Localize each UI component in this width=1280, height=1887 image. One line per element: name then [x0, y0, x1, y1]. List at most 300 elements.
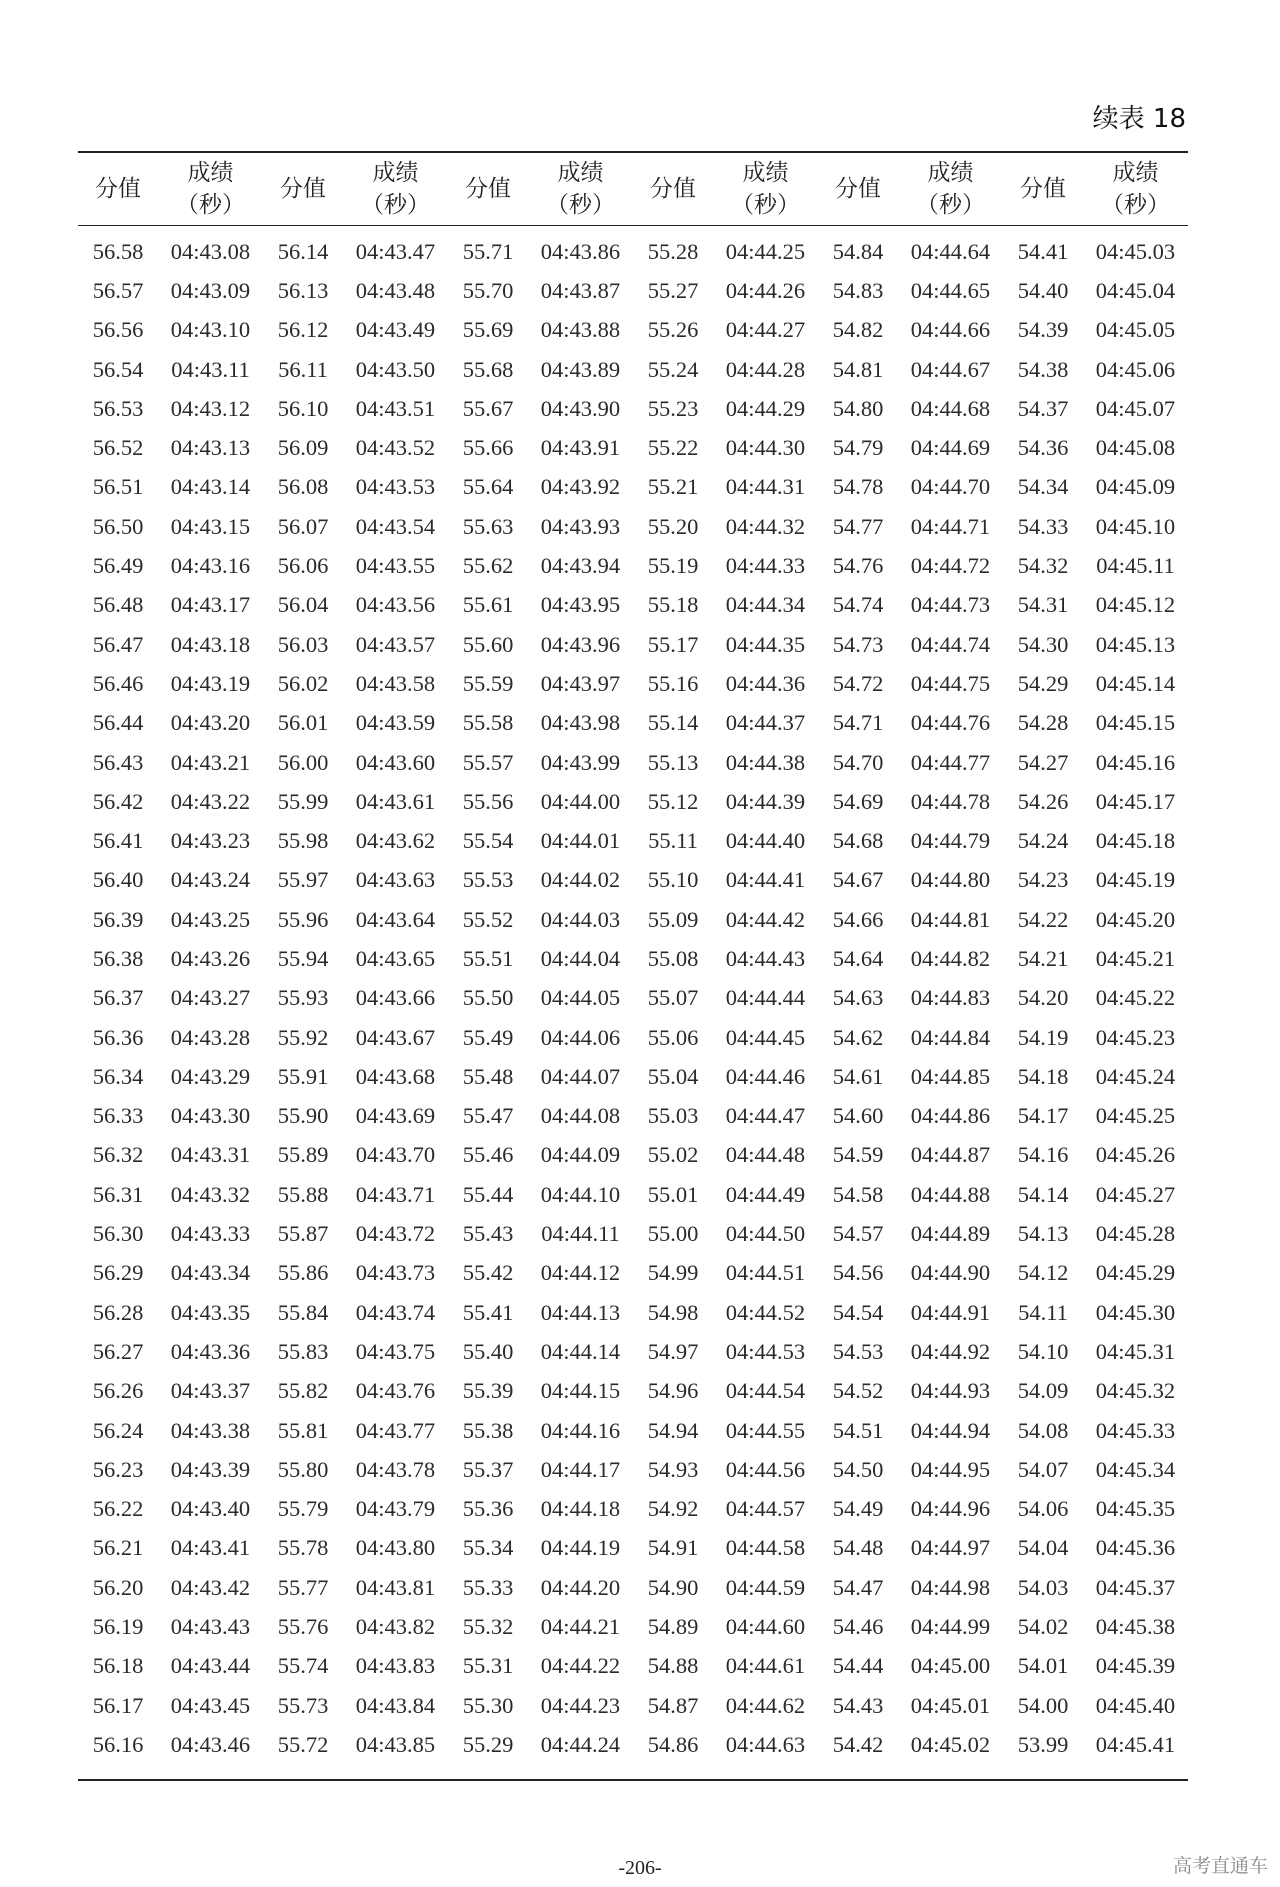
time-cell: 04:44.88	[910, 1181, 991, 1207]
time-cell: 04:43.25	[170, 906, 251, 932]
table-row	[78, 782, 1188, 821]
time-cell: 04:44.73	[910, 592, 991, 618]
score-cell: 54.98	[647, 1299, 699, 1325]
table-row	[78, 1529, 1188, 1568]
time-cell: 04:43.77	[355, 1417, 436, 1443]
score-cell: 54.97	[647, 1338, 699, 1364]
score-cell: 55.24	[647, 356, 699, 382]
time-cell: 04:44.39	[725, 788, 806, 814]
score-cell: 55.27	[647, 277, 699, 303]
time-cell: 04:43.14	[170, 474, 251, 500]
score-cell: 55.00	[647, 1221, 699, 1247]
time-cell: 04:44.99	[910, 1614, 991, 1640]
time-cell: 04:43.51	[355, 395, 436, 421]
time-cell: 04:43.08	[170, 238, 251, 264]
time-cell: 04:44.23	[540, 1692, 621, 1718]
time-cell: 04:44.22	[540, 1653, 621, 1679]
time-cell: 04:43.65	[355, 945, 436, 971]
score-cell: 55.66	[462, 435, 514, 461]
time-cell: 04:43.50	[355, 356, 436, 382]
score-cell: 54.06	[1017, 1496, 1069, 1522]
header-score	[263, 152, 343, 226]
time-cell: 04:43.96	[540, 631, 621, 657]
table-row	[78, 821, 1188, 860]
score-cell: 55.99	[277, 788, 329, 814]
time-cell: 04:45.20	[1095, 906, 1176, 932]
time-cell: 04:43.99	[540, 749, 621, 775]
table-caption: 续表 18	[1092, 104, 1186, 134]
score-cell: 55.83	[277, 1338, 329, 1364]
score-cell: 54.83	[832, 277, 884, 303]
score-cell: 55.60	[462, 631, 514, 657]
time-cell: 04:43.83	[355, 1653, 436, 1679]
time-cell: 04:43.23	[170, 828, 251, 854]
time-cell: 04:44.67	[910, 356, 991, 382]
score-cell: 54.10	[1017, 1338, 1069, 1364]
table-row	[78, 311, 1188, 350]
score-cell: 54.08	[1017, 1417, 1069, 1443]
header-score	[78, 152, 158, 226]
time-cell: 04:43.19	[170, 670, 251, 696]
score-cell: 54.56	[832, 1260, 884, 1286]
score-cell: 55.34	[462, 1535, 514, 1561]
score-cell: 55.63	[462, 513, 514, 539]
score-cell: 55.02	[647, 1142, 699, 1168]
score-cell: 54.28	[1017, 710, 1069, 736]
time-cell: 04:45.41	[1095, 1731, 1176, 1757]
time-cell: 04:43.43	[170, 1614, 251, 1640]
time-cell: 04:43.52	[355, 435, 436, 461]
time-cell: 04:43.38	[170, 1417, 251, 1443]
table-row	[78, 507, 1188, 546]
time-cell: 04:43.27	[170, 985, 251, 1011]
time-cell: 04:43.49	[355, 317, 436, 343]
score-cell: 55.74	[277, 1653, 329, 1679]
time-cell: 04:43.40	[170, 1496, 251, 1522]
time-cell: 04:44.56	[725, 1456, 806, 1482]
time-cell: 04:45.35	[1095, 1496, 1176, 1522]
score-cell: 54.88	[647, 1653, 699, 1679]
time-cell: 04:44.58	[725, 1535, 806, 1561]
time-cell: 04:43.56	[355, 592, 436, 618]
time-cell: 04:45.00	[910, 1653, 991, 1679]
time-cell: 04:44.06	[540, 1024, 621, 1050]
score-cell: 55.90	[277, 1103, 329, 1129]
score-cell: 56.30	[92, 1221, 144, 1247]
score-cell: 56.03	[277, 631, 329, 657]
time-cell: 04:43.72	[355, 1221, 436, 1247]
time-cell: 04:44.18	[540, 1496, 621, 1522]
table-row	[78, 664, 1188, 703]
score-cell: 54.09	[1017, 1378, 1069, 1404]
time-cell: 04:43.12	[170, 395, 251, 421]
score-cell: 56.34	[92, 1063, 144, 1089]
time-cell: 04:44.13	[540, 1299, 621, 1325]
table-row	[78, 468, 1188, 507]
score-cell: 56.57	[92, 277, 144, 303]
score-cell: 55.47	[462, 1103, 514, 1129]
header-score	[448, 152, 528, 226]
score-cell: 56.26	[92, 1378, 144, 1404]
score-cell: 54.19	[1017, 1024, 1069, 1050]
score-cell: 55.92	[277, 1024, 329, 1050]
score-cell: 55.14	[647, 710, 699, 736]
header-row	[78, 152, 1188, 226]
time-cell: 04:44.98	[910, 1574, 991, 1600]
header-score	[1003, 152, 1083, 226]
score-cell: 54.29	[1017, 670, 1069, 696]
score-cell: 55.84	[277, 1299, 329, 1325]
time-cell: 04:43.94	[540, 553, 621, 579]
score-cell: 54.49	[832, 1496, 884, 1522]
table-row	[78, 226, 1188, 272]
table-row	[78, 350, 1188, 389]
time-cell: 04:44.76	[910, 710, 991, 736]
time-cell: 04:43.41	[170, 1535, 251, 1561]
time-cell: 04:44.43	[725, 945, 806, 971]
score-cell: 53.99	[1017, 1731, 1069, 1757]
time-cell: 04:43.73	[355, 1260, 436, 1286]
header-label: 分值	[465, 176, 511, 202]
time-cell: 04:43.09	[170, 277, 251, 303]
time-cell: 04:43.80	[355, 1535, 436, 1561]
score-cell: 56.11	[278, 356, 328, 382]
time-cell: 04:44.63	[725, 1731, 806, 1757]
watermark-text: 高考直通车	[1172, 1855, 1268, 1877]
time-cell: 04:44.87	[910, 1142, 991, 1168]
time-cell: 04:43.70	[355, 1142, 436, 1168]
time-cell: 04:43.24	[170, 867, 251, 893]
time-cell: 04:44.96	[910, 1496, 991, 1522]
score-cell: 55.11	[648, 828, 698, 854]
time-cell: 04:44.41	[725, 867, 806, 893]
score-cell: 56.16	[92, 1731, 144, 1757]
score-cell: 54.86	[647, 1731, 699, 1757]
time-cell: 04:44.05	[540, 985, 621, 1011]
time-cell: 04:43.74	[355, 1299, 436, 1325]
table-row	[78, 1568, 1188, 1607]
table-body	[78, 226, 1188, 1780]
time-cell: 04:44.65	[910, 277, 991, 303]
time-cell: 04:43.48	[355, 277, 436, 303]
score-cell: 56.14	[277, 238, 329, 264]
score-cell: 55.57	[462, 749, 514, 775]
time-cell: 04:43.62	[355, 828, 436, 854]
time-cell: 04:43.39	[170, 1456, 251, 1482]
time-cell: 04:43.59	[355, 710, 436, 736]
time-cell: 04:44.75	[910, 670, 991, 696]
score-cell: 54.00	[1017, 1692, 1069, 1718]
score-cell: 55.70	[462, 277, 514, 303]
time-cell: 04:44.40	[725, 828, 806, 854]
time-cell: 04:43.31	[170, 1142, 251, 1168]
score-cell: 55.13	[647, 749, 699, 775]
score-cell: 56.37	[92, 985, 144, 1011]
score-cell: 54.59	[832, 1142, 884, 1168]
score-cell: 55.58	[462, 710, 514, 736]
header-unit: （秒）	[361, 192, 430, 218]
table-row	[78, 1254, 1188, 1293]
score-cell: 55.32	[462, 1614, 514, 1640]
score-cell: 56.31	[92, 1181, 144, 1207]
page-number: -206-	[618, 1857, 662, 1879]
score-cell: 56.38	[92, 945, 144, 971]
time-cell: 04:44.97	[910, 1535, 991, 1561]
time-cell: 04:43.87	[540, 277, 621, 303]
time-cell: 04:43.95	[540, 592, 621, 618]
score-cell: 55.16	[647, 670, 699, 696]
score-cell: 56.00	[277, 749, 329, 775]
score-cell: 55.91	[277, 1063, 329, 1089]
time-cell: 04:45.09	[1095, 474, 1176, 500]
time-cell: 04:44.49	[725, 1181, 806, 1207]
score-cell: 54.32	[1017, 553, 1069, 579]
header-unit: （秒）	[546, 192, 615, 218]
score-cell: 54.69	[832, 788, 884, 814]
table-row	[78, 861, 1188, 900]
score-cell: 55.67	[462, 395, 514, 421]
score-cell: 56.17	[92, 1692, 144, 1718]
time-cell: 04:45.02	[910, 1731, 991, 1757]
time-cell: 04:45.14	[1095, 670, 1176, 696]
score-cell: 54.44	[832, 1653, 884, 1679]
score-cell: 54.63	[832, 985, 884, 1011]
score-cell: 55.37	[462, 1456, 514, 1482]
time-cell: 04:45.38	[1095, 1614, 1176, 1640]
score-cell: 54.61	[832, 1063, 884, 1089]
score-cell: 55.79	[277, 1496, 329, 1522]
score-cell: 54.70	[832, 749, 884, 775]
time-cell: 04:43.97	[540, 670, 621, 696]
score-cell: 55.01	[647, 1181, 699, 1207]
header-time	[713, 152, 818, 226]
header-unit: （秒）	[1101, 192, 1170, 218]
time-cell: 04:43.82	[355, 1614, 436, 1640]
table-row	[78, 1411, 1188, 1450]
score-table-container	[78, 151, 1188, 1781]
score-cell: 54.14	[1017, 1181, 1069, 1207]
score-cell: 54.40	[1017, 277, 1069, 303]
time-cell: 04:45.03	[1095, 238, 1176, 264]
time-cell: 04:45.13	[1095, 631, 1176, 657]
time-cell: 04:43.28	[170, 1024, 251, 1050]
score-cell: 56.49	[92, 553, 144, 579]
score-cell: 54.96	[647, 1378, 699, 1404]
score-cell: 55.96	[277, 906, 329, 932]
time-cell: 04:45.01	[910, 1692, 991, 1718]
header-time	[158, 152, 263, 226]
score-cell: 54.21	[1017, 945, 1069, 971]
time-cell: 04:45.29	[1095, 1260, 1176, 1286]
table-row	[78, 704, 1188, 743]
score-cell: 54.57	[832, 1221, 884, 1247]
score-cell: 56.01	[277, 710, 329, 736]
time-cell: 04:45.24	[1095, 1063, 1176, 1089]
time-cell: 04:44.64	[910, 238, 991, 264]
score-cell: 54.58	[832, 1181, 884, 1207]
score-cell: 55.44	[462, 1181, 514, 1207]
score-cell: 55.97	[277, 867, 329, 893]
score-cell: 55.20	[647, 513, 699, 539]
score-cell: 55.89	[277, 1142, 329, 1168]
score-cell: 56.06	[277, 553, 329, 579]
time-cell: 04:43.22	[170, 788, 251, 814]
score-cell: 55.73	[277, 1692, 329, 1718]
score-cell: 54.76	[832, 553, 884, 579]
time-cell: 04:45.05	[1095, 317, 1176, 343]
header-unit: （秒）	[176, 192, 245, 218]
time-cell: 04:44.61	[725, 1653, 806, 1679]
time-cell: 04:43.89	[540, 356, 621, 382]
score-cell: 55.17	[647, 631, 699, 657]
score-cell: 56.28	[92, 1299, 144, 1325]
table-row	[78, 1057, 1188, 1096]
score-cell: 55.33	[462, 1574, 514, 1600]
score-cell: 55.81	[277, 1417, 329, 1443]
score-cell: 54.67	[832, 867, 884, 893]
score-cell: 56.04	[277, 592, 329, 618]
header-score	[633, 152, 713, 226]
time-cell: 04:44.14	[540, 1338, 621, 1364]
score-cell: 54.74	[832, 592, 884, 618]
score-cell: 54.46	[832, 1614, 884, 1640]
time-cell: 04:45.21	[1095, 945, 1176, 971]
time-cell: 04:44.51	[725, 1260, 806, 1286]
score-cell: 55.39	[462, 1378, 514, 1404]
table-row	[78, 1372, 1188, 1411]
score-cell: 54.04	[1017, 1535, 1069, 1561]
time-cell: 04:44.95	[910, 1456, 991, 1482]
time-cell: 04:44.79	[910, 828, 991, 854]
time-cell: 04:43.69	[355, 1103, 436, 1129]
score-cell: 54.52	[832, 1378, 884, 1404]
score-cell: 55.07	[647, 985, 699, 1011]
score-cell: 55.94	[277, 945, 329, 971]
time-cell: 04:44.16	[540, 1417, 621, 1443]
time-cell: 04:45.10	[1095, 513, 1176, 539]
header-label: 成绩	[927, 160, 974, 186]
score-cell: 55.50	[462, 985, 514, 1011]
time-cell: 04:43.90	[540, 395, 621, 421]
score-cell: 54.36	[1017, 435, 1069, 461]
time-cell: 04:44.26	[725, 277, 806, 303]
time-cell: 04:45.17	[1095, 788, 1176, 814]
time-cell: 04:43.55	[355, 553, 436, 579]
time-cell: 04:43.30	[170, 1103, 251, 1129]
time-cell: 04:43.66	[355, 985, 436, 1011]
time-cell: 04:44.12	[540, 1260, 621, 1286]
time-cell: 04:44.19	[540, 1535, 621, 1561]
score-cell: 55.77	[277, 1574, 329, 1600]
score-cell: 56.43	[92, 749, 144, 775]
score-cell: 54.18	[1017, 1063, 1069, 1089]
time-cell: 04:45.27	[1095, 1181, 1176, 1207]
score-cell: 54.23	[1017, 867, 1069, 893]
header-label: 成绩	[742, 160, 789, 186]
score-cell: 54.02	[1017, 1614, 1069, 1640]
time-cell: 04:45.12	[1095, 592, 1176, 618]
score-table	[78, 151, 1188, 1781]
table-row	[78, 939, 1188, 978]
time-cell: 04:44.36	[725, 670, 806, 696]
time-cell: 04:43.60	[355, 749, 436, 775]
score-cell: 56.58	[92, 238, 144, 264]
score-cell: 54.42	[832, 1731, 884, 1757]
time-cell: 04:43.91	[540, 435, 621, 461]
score-cell: 54.41	[1017, 238, 1069, 264]
score-cell: 54.81	[832, 356, 884, 382]
score-cell: 54.94	[647, 1417, 699, 1443]
header-unit: （秒）	[916, 192, 985, 218]
time-cell: 04:43.29	[170, 1063, 251, 1089]
time-cell: 04:44.50	[725, 1221, 806, 1247]
time-cell: 04:43.35	[170, 1299, 251, 1325]
time-cell: 04:43.58	[355, 670, 436, 696]
time-cell: 04:44.48	[725, 1142, 806, 1168]
score-cell: 55.59	[462, 670, 514, 696]
table-row	[78, 389, 1188, 428]
score-cell: 56.21	[92, 1535, 144, 1561]
score-cell: 55.26	[647, 317, 699, 343]
header-time	[528, 152, 633, 226]
score-cell: 56.09	[277, 435, 329, 461]
score-cell: 56.10	[277, 395, 329, 421]
score-cell: 55.76	[277, 1614, 329, 1640]
score-cell: 56.41	[92, 828, 144, 854]
score-cell: 55.19	[647, 553, 699, 579]
score-cell: 55.12	[647, 788, 699, 814]
time-cell: 04:44.74	[910, 631, 991, 657]
score-cell: 56.29	[92, 1260, 144, 1286]
time-cell: 04:43.92	[540, 474, 621, 500]
time-cell: 04:43.33	[170, 1221, 251, 1247]
score-cell: 54.13	[1017, 1221, 1069, 1247]
table-row	[78, 1607, 1188, 1646]
time-cell: 04:44.94	[910, 1417, 991, 1443]
score-cell: 54.26	[1017, 788, 1069, 814]
time-cell: 04:44.10	[540, 1181, 621, 1207]
score-cell: 54.90	[647, 1574, 699, 1600]
time-cell: 04:43.45	[170, 1692, 251, 1718]
score-cell: 56.02	[277, 670, 329, 696]
score-cell: 56.54	[92, 356, 144, 382]
score-cell: 56.42	[92, 788, 144, 814]
time-cell: 04:44.45	[725, 1024, 806, 1050]
score-cell: 54.37	[1017, 395, 1069, 421]
time-cell: 04:45.37	[1095, 1574, 1176, 1600]
score-cell: 54.39	[1017, 317, 1069, 343]
score-cell: 56.50	[92, 513, 144, 539]
score-cell: 55.09	[647, 906, 699, 932]
score-cell: 54.87	[647, 1692, 699, 1718]
score-cell: 56.39	[92, 906, 144, 932]
score-cell: 54.93	[647, 1456, 699, 1482]
time-cell: 04:44.24	[540, 1731, 621, 1757]
score-cell: 55.30	[462, 1692, 514, 1718]
time-cell: 04:45.08	[1095, 435, 1176, 461]
score-cell: 56.36	[92, 1024, 144, 1050]
time-cell: 04:43.13	[170, 435, 251, 461]
time-cell: 04:44.47	[725, 1103, 806, 1129]
time-cell: 04:43.18	[170, 631, 251, 657]
table-row	[78, 743, 1188, 782]
score-cell: 56.19	[92, 1614, 144, 1640]
time-cell: 04:44.78	[910, 788, 991, 814]
score-cell: 54.07	[1017, 1456, 1069, 1482]
time-cell: 04:44.04	[540, 945, 621, 971]
time-cell: 04:44.37	[725, 710, 806, 736]
header-label: 成绩	[1112, 160, 1159, 186]
